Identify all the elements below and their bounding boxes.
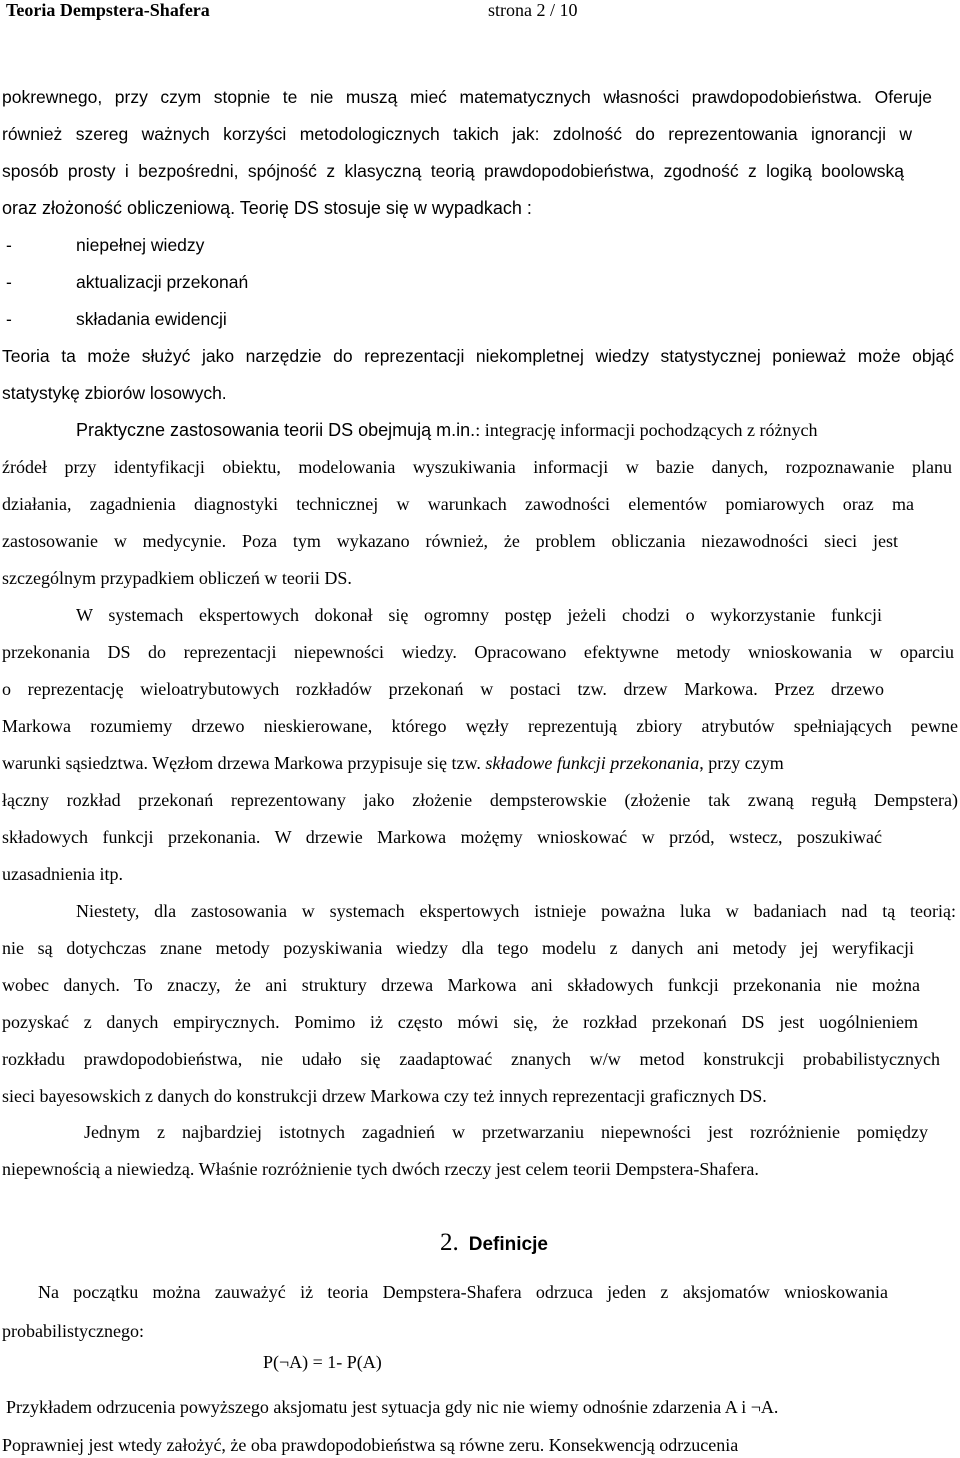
text-line xyxy=(2,197,532,219)
text-run: oraz złożoność obliczeniową. xyxy=(2,198,236,218)
list-dash: - xyxy=(6,235,12,255)
text-run: , przy czym xyxy=(699,753,784,773)
text-line xyxy=(2,752,784,774)
page-header xyxy=(0,0,960,24)
text-line: pokrewnego, przy czym stopnie te nie muszą mieć matematycznych własności prawdopodobieństwa. Oferuje xyxy=(2,87,932,107)
text-line: Jednym z najbardziej istotnych zagadnień w przetwarzaniu niepewności jest rozróżnienie pomiędzy xyxy=(84,1122,928,1142)
list-dash: - xyxy=(6,309,12,329)
text-line: składowych funkcji przekonania. W drzewie Markowa możęmy wnioskować w przód, wstecz, poszukiwać xyxy=(2,827,882,847)
text-line: Teoria ta może służyć jako narzędzie do reprezentacji niekompletnej wiedzy statystycznej ponieważ może objąć xyxy=(2,346,954,366)
italic-term: składowe funkcji przekonania xyxy=(485,753,700,773)
text-line: uzasadnienia itp. xyxy=(2,864,123,884)
text-line: Niestety, dla zastosowania w systemach ekspertowych istnieje poważna luka w badaniach nad tą teorią: xyxy=(76,901,956,921)
text-line: pozyskać z danych empirycznych. Pomimo iż często mówi się, że rozkład przekonań DS jest uogólnieniem xyxy=(2,1012,918,1032)
text-line: łączny rozkład przekonań reprezentowany jako złożenie dempsterowskie (złożenie tak zwaną regułą Dempstera) xyxy=(2,790,958,810)
text-run: warunki sąsiedztwa. Węzłom drzewa Markowa przypisuje się tzw. xyxy=(2,753,486,773)
text-run: : integrację informacji pochodzących z różnych xyxy=(475,420,818,440)
text-line: rozkładu prawdopodobieństwa, nie udało się zaadaptować znanych w/w metod konstrukcji probabilistycznych xyxy=(2,1049,940,1069)
text-run: Praktyczne zastosowania teorii DS obejmują m.in. xyxy=(76,420,476,440)
text-line: sieci bayesowskich z danych do konstrukcji drzew Markowa czy też innych reprezentacji graficznych DS. xyxy=(2,1086,767,1106)
text-line: szczególnym przypadkiem obliczeń w teorii DS. xyxy=(2,568,352,588)
section-number: 2. xyxy=(440,1229,459,1256)
text-line: przekonania DS do reprezentacji niepewności wiedzy. Opracowano efektywne metody wnioskowania w oparciu xyxy=(2,642,954,662)
section-title: Definicje xyxy=(468,1234,548,1255)
text-line: niepewnością a niewiedzą. Właśnie rozróżnienie tych dwóch rzeczy jest celem teorii Dempstera-Shafera. xyxy=(2,1159,759,1179)
text-line: statystykę zbiorów losowych. xyxy=(2,383,227,403)
list-item: aktualizacji przekonań xyxy=(76,272,249,292)
list-dash: - xyxy=(6,272,12,292)
text-line: Markowa rozumiemy drzewo nieskierowane, którego węzły reprezentują zbiory atrybutów spełniających pewne xyxy=(2,716,958,736)
text-line: W systemach ekspertowych dokonał się ogromny postęp jeżeli chodzi o wykorzystanie funkcji xyxy=(76,605,882,625)
text-line: wobec danych. To znaczy, że ani struktury drzewa Markowa ani składowych funkcji przekonania nie można xyxy=(2,975,920,995)
text-line: sposób prosty i bezpośredni, spójność z klasyczną teorią prawdopodobieństwa, zgodność z logiką boolowską xyxy=(2,161,904,181)
text-line: również szereg ważnych korzyści metodologicznych takich jak: zdolność do reprezentowania ignorancji w xyxy=(2,124,912,144)
text-line: nie są dotychczas znane metody pozyskiwania wiedzy dla tego modelu z danych ani metody jej weryfikacji xyxy=(2,938,914,958)
text-line: zastosowanie w medycynie. Poza tym wykazano również, że problem obliczania niezawodności sieci jest xyxy=(2,531,898,551)
page-number: strona 2 / 10 xyxy=(488,0,578,20)
list-item: składania ewidencji xyxy=(76,309,227,329)
text-line: Przykładem odrzucenia powyższego aksjomatu jest sytuacja gdy nic nie wiemy odnośnie zdarzenia A i ¬A. xyxy=(6,1397,779,1417)
text-line: źródeł przy identyfikacji obiektu, modelowania wyszukiwania informacji w bazie danych, rozpoznawanie planu xyxy=(2,457,952,477)
section-heading xyxy=(440,1229,548,1257)
text-line: działania, zagadnienia diagnostyki technicznej w warunkach zawodności elementów pomiarowych oraz ma xyxy=(2,494,914,514)
document-title: Teoria Dempstera-Shafera xyxy=(6,0,210,20)
text-line: o reprezentację wieloatrybutowych rozkładów przekonań w postaci tzw. drzew Markowa. Przez drzewo xyxy=(2,679,884,699)
text-line: Poprawniej jest wtedy założyć, że oba prawdopodobieństwa są równe zeru. Konsekwencją odrzucenia xyxy=(2,1435,739,1455)
formula: P(¬A) = 1- P(A) xyxy=(263,1352,382,1372)
text-line: Na początku można zauważyć iż teoria Dempstera-Shafera odrzuca jeden z aksjomatów wnioskowania xyxy=(38,1282,888,1302)
list-item: niepełnej wiedzy xyxy=(76,235,205,255)
text-line xyxy=(76,419,818,441)
text-line: probabilistycznego: xyxy=(2,1321,144,1341)
text-run: Teorię DS stosuje się w wypadkach : xyxy=(235,198,532,218)
